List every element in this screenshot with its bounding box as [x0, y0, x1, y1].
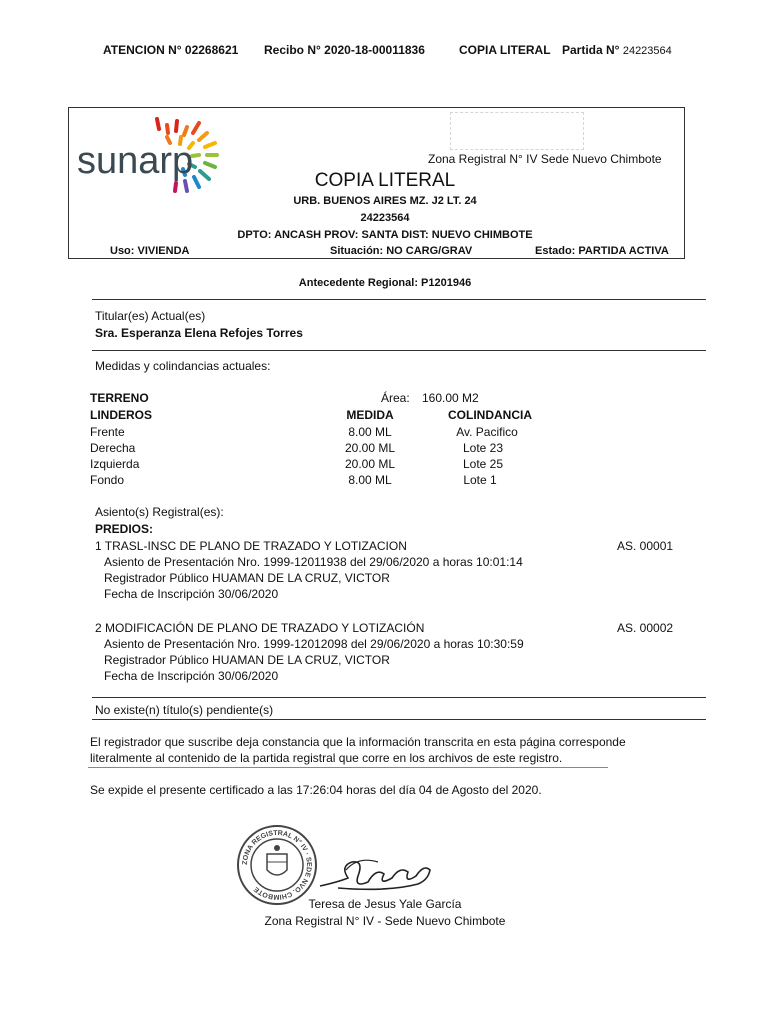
situacion-field: Situación: NO CARG/GRAV [330, 245, 473, 257]
lindero-name: Frente [90, 425, 125, 439]
partida-number: Partida N° 24223564 [562, 43, 672, 57]
predios-label: PREDIOS: [95, 522, 154, 536]
asiento-registrador: Registrador Público HUAMAN DE LA CRUZ, VICTOR [104, 571, 390, 585]
area-value: 160.00 M2 [422, 391, 479, 405]
constancia-line-2: literalmente al contenido de la partida registral que corre en los archivos de este registro. [90, 751, 563, 765]
asiento-title: 1 TRASL-INSC DE PLANO DE TRAZADO Y LOTIZACION [95, 539, 407, 553]
copia-literal-label: COPIA LITERAL [459, 43, 551, 57]
lindero-name: Izquierda [90, 457, 140, 471]
divider [92, 697, 706, 698]
asiento-title: 2 MODIFICACIÓN DE PLANO DE TRAZADO Y LOTIZACIÓN [95, 621, 425, 635]
lindero-colindancia: Lote 25 [462, 457, 504, 471]
asiento-presentacion: Asiento de Presentación Nro. 1999-12011938 del 29/06/2020 a horas 10:01:14 [104, 555, 523, 569]
seal-icon [236, 824, 318, 906]
asiento-presentacion: Asiento de Presentación Nro. 1999-12012098 del 29/06/2020 a horas 10:30:59 [104, 637, 524, 651]
property-address: URB. BUENOS AIRES MZ. J2 LT. 24 [293, 195, 477, 207]
lindero-name: Derecha [90, 441, 136, 455]
atencion-number: ATENCION N° 02268621 [103, 43, 239, 57]
signature [318, 848, 438, 898]
watermark-stamp [450, 112, 584, 150]
lindero-medida: 8.00 ML [348, 425, 392, 439]
document-title: COPIA LITERAL [314, 170, 456, 191]
pendientes-note: No existe(n) título(s) pendiente(s) [95, 703, 274, 717]
svg-text:ZONA REGISTRAL N° IV · SEDE NV [242, 830, 312, 900]
location-line: DPTO: ANCASH PROV: SANTA DIST: NUEVO CHIMBOTE [237, 229, 533, 241]
sunarp-starburst-icon [77, 115, 252, 195]
lindero-name: Fondo [90, 473, 125, 487]
medidas-label: Medidas y colindancias actuales: [95, 359, 271, 373]
area-label: Área: [381, 391, 410, 405]
asiento-code: AS. 00001 [617, 539, 674, 553]
lindero-medida: 8.00 ML [348, 473, 392, 487]
asiento-registrador: Registrador Público HUAMAN DE LA CRUZ, VICTOR [104, 653, 390, 667]
divider [92, 719, 706, 720]
terreno-label: TERRENO [90, 391, 149, 405]
lindero-colindancia: Lote 23 [462, 441, 504, 455]
colindancia-header: COLINDANCIA [448, 408, 532, 422]
lindero-colindancia: Av. Pacifico [456, 425, 518, 439]
zona-registral-header: Zona Registral N° IV Sede Nuevo Chimbote [428, 152, 662, 166]
recibo-number: Recibo N° 2020-18-00011836 [264, 43, 425, 57]
signature-icon [318, 848, 438, 898]
signer-office: Zona Registral N° IV - Sede Nuevo Chimbote [264, 914, 506, 928]
signer-name: Teresa de Jesus Yale García [308, 897, 462, 911]
lindero-medida: 20.00 ML [344, 457, 396, 471]
asientos-label: Asiento(s) Registral(es): [95, 505, 224, 519]
uso-field: Uso: VIVIENDA [110, 245, 190, 257]
official-seal [236, 824, 318, 906]
divider [88, 767, 608, 768]
lindero-medida: 20.00 ML [344, 441, 396, 455]
partida-code: 24223564 [360, 212, 410, 224]
titular-label: Titular(es) Actual(es) [95, 309, 206, 323]
sunarp-logo [77, 115, 252, 195]
antecedente-regional: Antecedente Regional: P1201946 [298, 277, 472, 289]
expide-statement: Se expide el presente certificado a las 17:26:04 horas del día 04 de Agosto del 2020. [90, 783, 542, 797]
linderos-header: LINDEROS [90, 408, 153, 422]
estado-field: Estado: PARTIDA ACTIVA [535, 245, 669, 257]
divider [92, 299, 706, 300]
asiento-fecha: Fecha de Inscripción 30/06/2020 [104, 669, 279, 683]
asiento-fecha: Fecha de Inscripción 30/06/2020 [104, 587, 279, 601]
medida-header: MEDIDA [346, 408, 394, 422]
titular-name: Sra. Esperanza Elena Refojes Torres [95, 326, 303, 340]
constancia-line-1: El registrador que suscribe deja constancia que la información transcrita en esta página corresponde [90, 735, 626, 749]
divider [92, 350, 706, 351]
sunarp-wordmark: sunarp [77, 140, 194, 182]
seal-text: ZONA REGISTRAL N° IV · SEDE NVO. CHIMBOTE [241, 829, 313, 901]
asiento-code: AS. 00002 [617, 621, 674, 635]
lindero-colindancia: Lote 1 [463, 473, 497, 487]
